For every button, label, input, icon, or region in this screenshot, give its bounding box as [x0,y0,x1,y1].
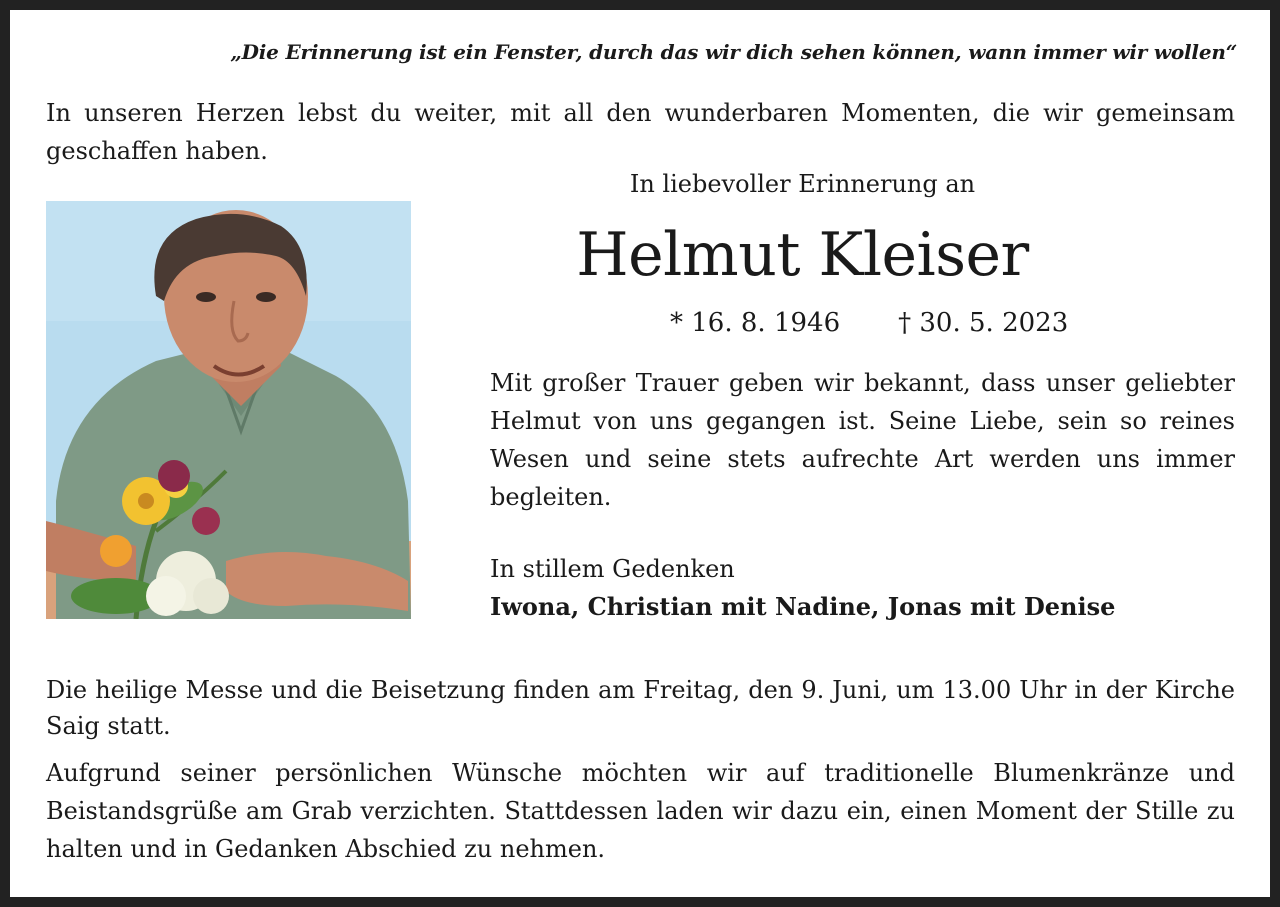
memorial-quote: „Die Erinnerung ist ein Fenster, durch das wir dich sehen können, wann immer wir wollen“ [230,40,1237,64]
mass-info-text: Die heilige Messe und die Beisetzung finden am Freitag, den 9. Juni, um 13.00 Uhr in der Kirche Saig statt. [46,676,1235,740]
gedenken-label: In stillem Gedenken [490,555,735,583]
family-names: Iwona, Christian mit Nadine, Jonas mit Denise [490,592,1116,621]
announcement-text: Mit großer Trauer geben wir bekannt, dass unser geliebter Helmut von uns gegangen ist. Seine Liebe, sein so reines Wesen und seine stets aufrechte Art werden uns immer begleiten. [490,369,1235,511]
death-date: † 30. 5. 2023 [898,308,1069,338]
portrait-photo [46,201,411,619]
life-dates [670,308,1068,338]
intro-text: In unseren Herzen lebst du weiter, mit all den wunderbaren Momenten, die wir gemeinsam geschaffen haben. [46,99,1235,165]
deceased-name: Helmut Kleiser [576,220,1029,290]
wishes-text: Aufgrund seiner persönlichen Wünsche möchten wir auf traditionelle Blumenkränze und Beistandsgrüße am Grab verzichten. Stattdessen laden wir dazu ein, einen Moment der Stille zu halten und in Gedanken Abschied zu nehmen. [46,759,1235,863]
birth-date: * 16. 8. 1946 [670,308,841,338]
memory-label: In liebevoller Erinnerung an [629,170,976,198]
obituary-notice [10,10,1270,897]
